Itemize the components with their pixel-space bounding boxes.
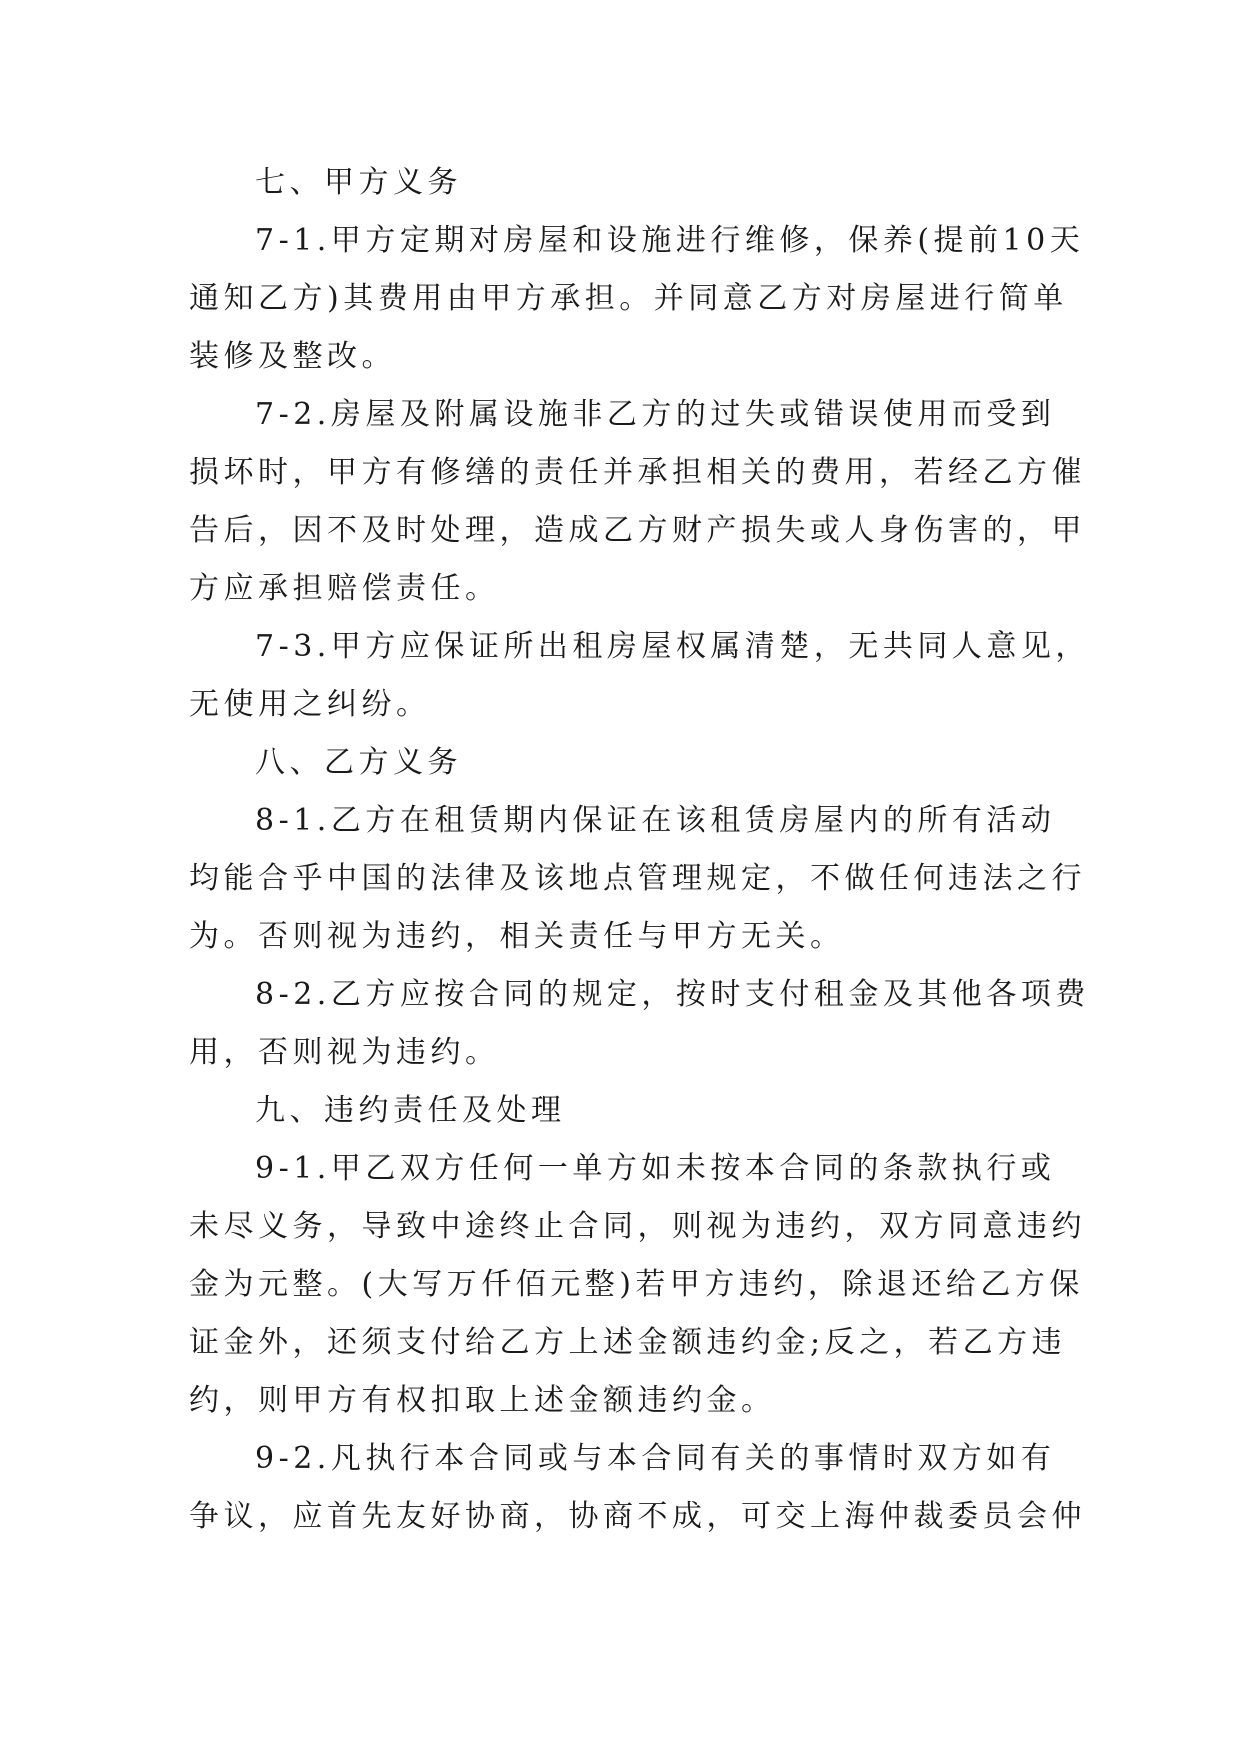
clause-7-1: 7-1.甲方定期对房屋和设施进行维修，保养(提前10天: [255, 223, 1085, 258]
clause-7-1-cont: 装修及整改。: [189, 339, 396, 374]
clause-9-1-cont: 未尽义务，导致中途终止合同，则视为违约，双方同意违约: [189, 1209, 1086, 1244]
clause-9-2: 9-2.凡执行本合同或与本合同有关的事情时双方如有: [255, 1441, 1056, 1476]
clause-7-3: 7-3.甲方应保证所出租房屋权属清楚，无共同人意见，: [255, 629, 1090, 664]
clause-8-2-cont: 用，否则视为违约。: [189, 1035, 500, 1070]
clause-7-3-cont: 无使用之纠纷。: [189, 687, 431, 722]
clause-8-1-cont: 均能合乎中国的法律及该地点管理规定，不做任何违法之行: [189, 861, 1086, 896]
clause-7-1-cont: 通知乙方)其费用由甲方承担。并同意乙方对房屋进行简单: [189, 281, 1068, 316]
clause-7-2-cont: 告后，因不及时处理，造成乙方财产损失或人身伤害的，甲: [189, 513, 1086, 548]
clause-8-2: 8-2.乙方应按合同的规定，按时支付租金及其他各项费: [255, 977, 1090, 1012]
clause-9-1-cont: 约，则甲方有权扣取上述金额违约金。: [189, 1383, 776, 1418]
clause-7-2-cont: 损坏时，甲方有修缮的责任并承担相关的费用，若经乙方催: [189, 455, 1086, 490]
section-heading-9: 九、违约责任及处理: [255, 1093, 566, 1128]
clause-8-1-cont: 为。否则视为违约，相关责任与甲方无关。: [189, 919, 845, 954]
clause-7-2: 7-2.房屋及附属设施非乙方的过失或错误使用而受到: [255, 397, 1056, 432]
clause-9-1-cont: 金为元整。(大写万仟佰元整)若甲方违约，除退还给乙方保: [189, 1267, 1084, 1302]
clause-9-1-cont: 证金外，还须支付给乙方上述金额违约金;反之，若乙方违: [189, 1325, 1067, 1360]
clause-7-2-cont: 方应承担赔偿责任。: [189, 571, 500, 606]
clause-9-1: 9-1.甲乙双方任何一单方如未按本合同的条款执行或: [255, 1151, 1056, 1186]
clause-9-2-cont: 争议，应首先友好协商，协商不成，可交上海仲裁委员会仲: [189, 1499, 1086, 1534]
section-heading-7: 七、甲方义务: [255, 165, 462, 200]
section-heading-8: 八、乙方义务: [255, 745, 462, 780]
document-body: [189, 154, 1090, 1546]
clause-8-1: 8-1.乙方在租赁期内保证在该租赁房屋内的所有活动: [255, 803, 1056, 838]
